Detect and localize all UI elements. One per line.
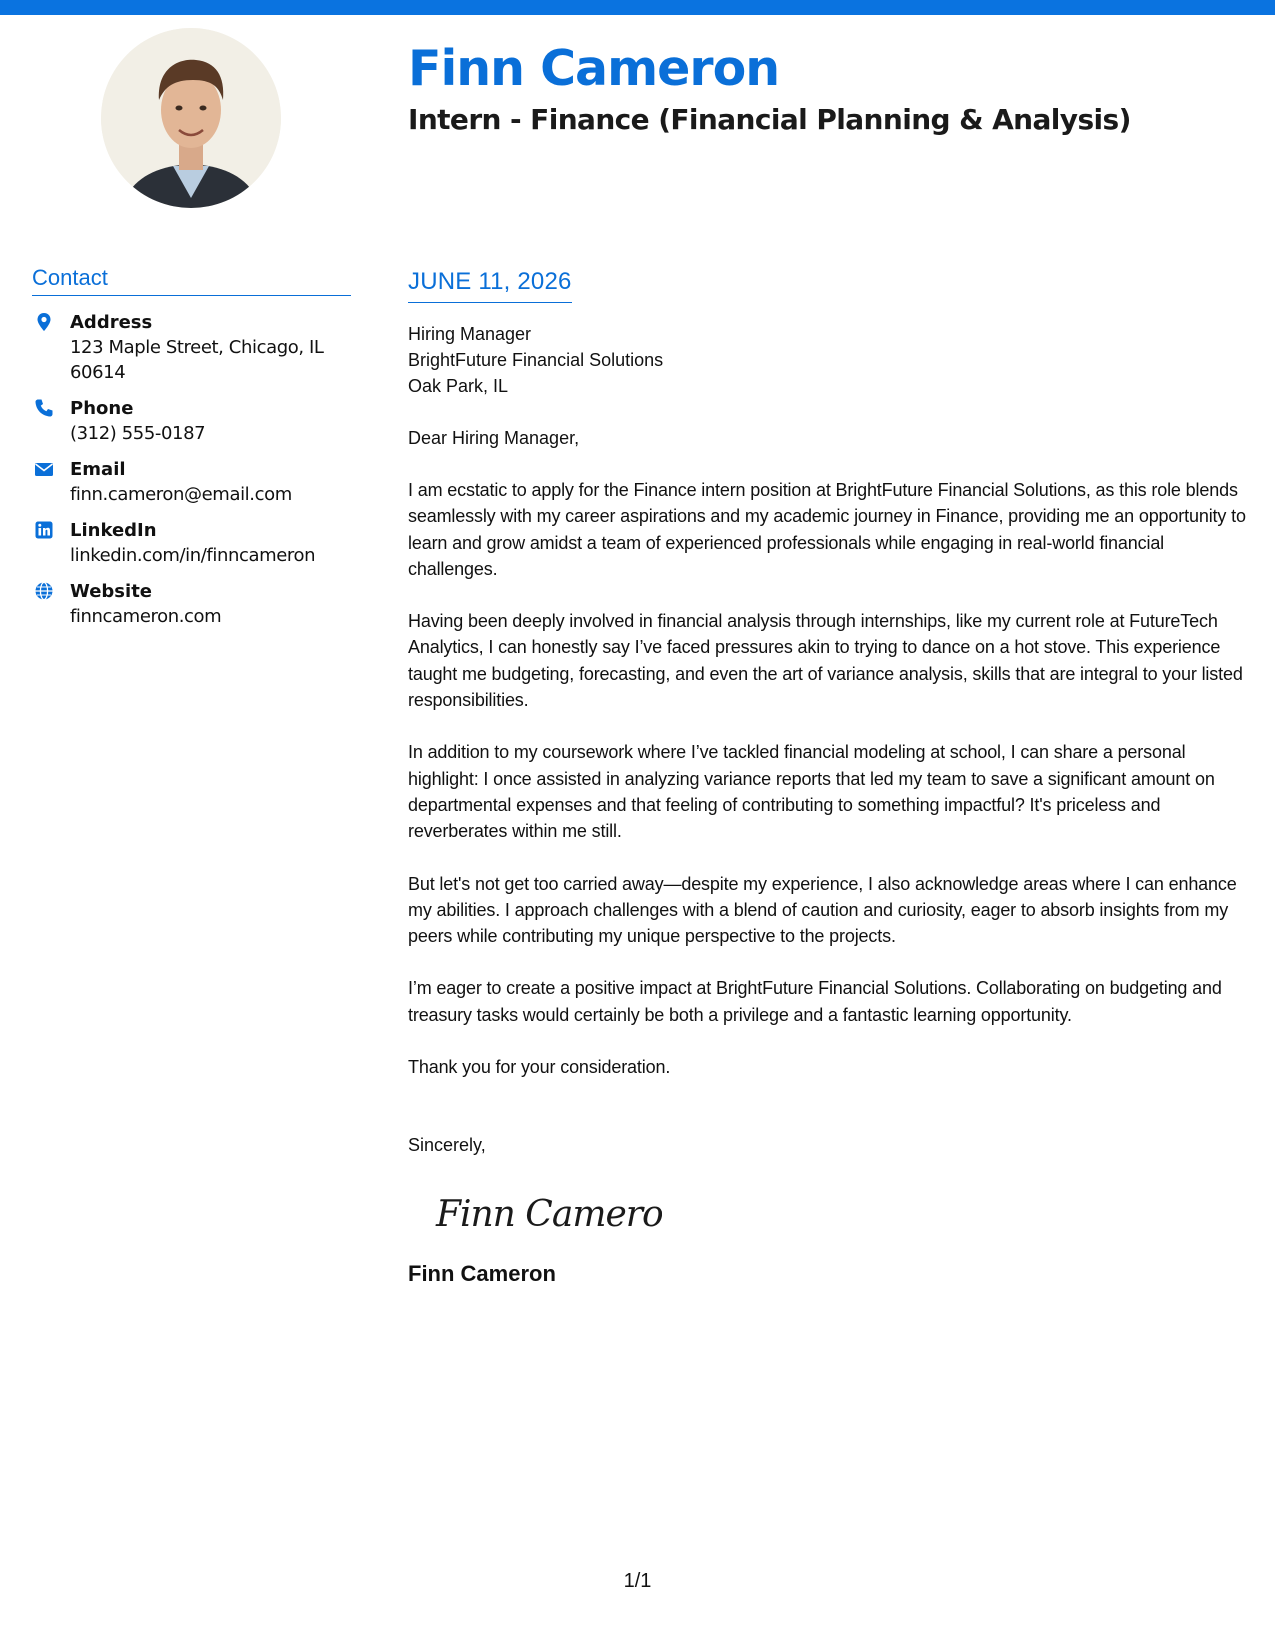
- contact-item-email: [32, 457, 351, 507]
- contact-label: Address: [70, 312, 153, 333]
- profile-photo: [101, 28, 281, 208]
- contact-item-linkedin: [32, 518, 351, 568]
- recipient-line: Hiring Manager: [408, 324, 532, 344]
- recipient-company: BrightFuture Financial Solutions: [408, 350, 664, 370]
- contact-item-address: [32, 310, 351, 385]
- globe-icon: [34, 581, 54, 601]
- avatar: [101, 28, 281, 208]
- linkedin-icon: [34, 520, 54, 540]
- letter-body: [408, 268, 1248, 1287]
- contact-item-website: [32, 579, 351, 629]
- closing: Sincerely,: [408, 1135, 486, 1156]
- contact-list: [32, 310, 351, 629]
- recipient-location: Oak Park, IL: [408, 376, 509, 396]
- contact-label: Website: [70, 581, 153, 602]
- recipient-block: [408, 321, 1248, 399]
- applicant-title: Intern - Finance (Financial Planning & Analysis): [408, 103, 1131, 136]
- website-link[interactable]: finncameron.com: [70, 606, 222, 627]
- letter-paragraph: I’m eager to create a positive impact at BrightFuture Financial Solutions. Collaborating on budgeting and treasury tasks would certainly be both a privilege and a fantastic learning opportunity.: [408, 978, 1222, 1025]
- page-number: 1/1: [623, 1570, 652, 1592]
- salutation: Dear Hiring Manager,: [408, 428, 580, 448]
- signature-text: Finn Cameron: [436, 1194, 662, 1236]
- letter-paragraph: In addition to my coursework where I’ve tackled financial modeling at school, I can share a personal highlight: I once assisted in analyzing variance reports that led my team to save a significant amount on departmental expenses and that feeling of contributing to something impactful? It's priceless and reverberates within me still.: [408, 742, 1215, 842]
- contact-item-phone: [32, 396, 351, 446]
- letter-paragraph: Having been deeply involved in financial analysis through internships, like my current role at FutureTech Analytics, I can honestly say I’ve faced pressures akin to trying to dance on a hot stove. This experience taught me budgeting, forecasting, and even the art of variance analysis, skills that are integral to your listed responsibilities.: [408, 611, 1243, 711]
- contact-value: 60614: [70, 362, 126, 383]
- email-link[interactable]: finn.cameron@email.com: [70, 484, 292, 505]
- contact-heading: Contact: [32, 265, 351, 296]
- handwritten-signature: [432, 1182, 662, 1244]
- contact-value: 123 Maple Street, Chicago, IL: [70, 337, 324, 358]
- letter-date: JUNE 11, 2026: [408, 268, 572, 303]
- phone-icon: [34, 398, 54, 418]
- letter-paragraph: Thank you for your consideration.: [408, 1057, 671, 1078]
- contact-label: LinkedIn: [70, 520, 157, 541]
- envelope-icon: [34, 459, 54, 479]
- contact-sidebar: [32, 265, 351, 640]
- contact-label: Email: [70, 459, 126, 480]
- letter-paragraph: But let's not get too carried away—despite my experience, I also acknowledge areas where I can enhance my abilities. I approach challenges with a blend of caution and curiosity, eager to absorb insights from my peers while contributing my unique perspective to the projects.: [408, 873, 1237, 947]
- letter-paragraph: I am ecstatic to apply for the Finance intern position at BrightFuture Financial Solutions, as this role blends seamlessly with my career aspirations and my academic journey in Finance, providing me an opportunity to learn and grow amidst a team of experienced professionals while engaging in real-world financial challenges.: [408, 480, 1246, 579]
- location-pin-icon: [34, 312, 54, 332]
- applicant-name: Finn Cameron: [408, 40, 780, 97]
- top-accent-bar: [0, 0, 1275, 15]
- signed-name: Finn Cameron: [408, 1261, 556, 1287]
- contact-label: Phone: [70, 398, 134, 419]
- linkedin-link[interactable]: linkedin.com/in/finncameron: [70, 545, 316, 566]
- phone-link[interactable]: (312) 555-0187: [70, 423, 206, 444]
